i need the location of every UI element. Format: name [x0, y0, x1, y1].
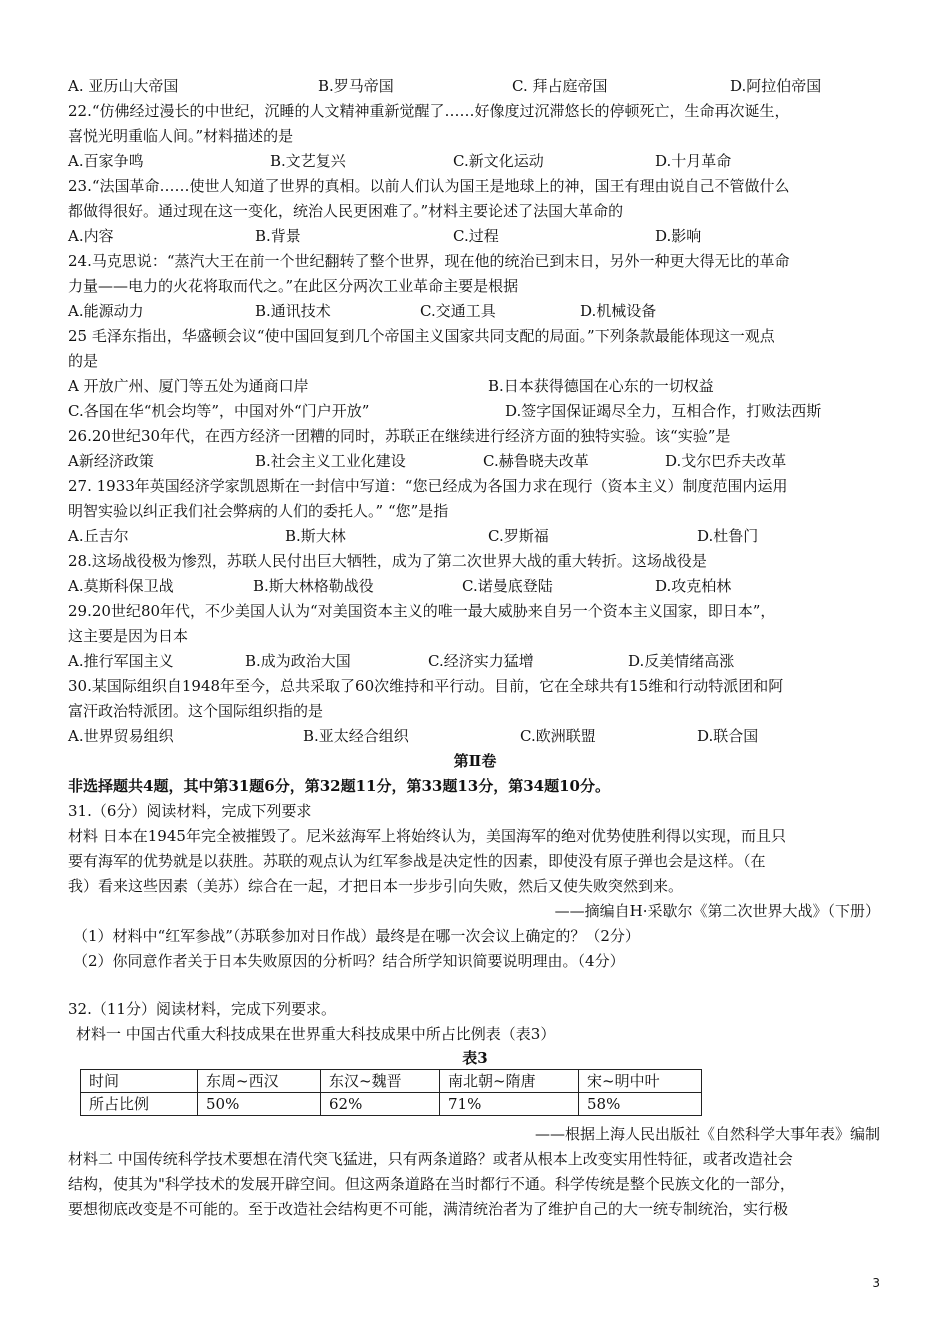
- q30-option-b: B.亚太经合组织: [303, 727, 409, 745]
- table-cell: 58%: [579, 1093, 702, 1116]
- q29-option-d: D.反美情绪高涨: [628, 652, 735, 670]
- q31-heading: 31.（6分）阅读材料，完成下列要求: [68, 802, 312, 820]
- part2-title: 第Ⅱ卷: [453, 752, 497, 770]
- q25-option-d: D.签字国保证竭尽全力，互相合作，打败法西斯: [505, 402, 822, 420]
- q24-option-b: B.通讯技术: [255, 302, 331, 320]
- table-cell: 62%: [321, 1093, 440, 1116]
- table-cell: 南北朝~隋唐: [440, 1070, 579, 1093]
- table-cell: 时间: [81, 1070, 198, 1093]
- q22-option-d: D.十月革命: [655, 152, 732, 170]
- q26-option-d: D.戈尔巴乔夫改革: [665, 452, 787, 470]
- table-row: [81, 1093, 702, 1116]
- q28-option-c: C.诺曼底登陆: [462, 577, 553, 595]
- table-cell: 所占比例: [81, 1093, 198, 1116]
- q27-stem-line2: 明智实验以纠正我们社会弊病的人们的委托人。” “您”是指: [68, 502, 449, 520]
- table-3-source: ——根据上海人民出版社《自然科学大事年表》编制: [534, 1125, 880, 1143]
- q32-material-2-line1: 材料二 中国传统科学技术要想在清代突飞猛进，只有两条道路？或者从根本上改变实用性特征，或者改造社会: [68, 1150, 793, 1168]
- q25-stem-line2: 的是: [68, 352, 99, 370]
- q27-option-a: A.丘吉尔: [68, 527, 129, 545]
- q27-option-d: D.杜鲁门: [697, 527, 759, 545]
- q24-option-d: D.机械设备: [580, 302, 657, 320]
- q31-material-line1: 材料 日本在1945年完全被摧毁了。尼米兹海军上将始终认为，美国海军的绝对优势使胜利得以实现，而且只: [68, 827, 786, 845]
- table-cell: 71%: [440, 1093, 579, 1116]
- q26-option-b: B.社会主义工业化建设: [255, 452, 406, 470]
- q29-stem-line1: 29.20世纪80年代，不少美国人认为“对美国资本主义的唯一最大威胁来自另一个资本主义国家，即日本”，: [68, 602, 776, 620]
- q22-option-c: C.新文化运动: [453, 152, 544, 170]
- q24-stem-line1: 24.马克思说：“蒸汽大王在前一个世纪翻转了整个世界，现在他的统治已到末日，另外一种更大得无比的革命: [68, 252, 790, 270]
- q28-option-a: A.莫斯科保卫战: [68, 577, 174, 595]
- table-3-title: 表3: [462, 1049, 488, 1067]
- q25-option-c: C.各国在华“机会均等”，中国对外“门户开放”: [68, 402, 370, 420]
- q31-sub-question-1: （1）材料中“红军参战”（苏联参加对日作战）最终是在哪一次会议上确定的？（2分）: [73, 927, 640, 945]
- q21-option-a: A. 亚历山大帝国: [68, 77, 179, 95]
- q21-option-d: D.阿拉伯帝国: [730, 77, 822, 95]
- q23-option-d: D.影响: [655, 227, 702, 245]
- q32-material-1: 材料一 中国古代重大科技成果在世界重大科技成果中所占比例表（表3）: [76, 1025, 556, 1043]
- table-cell: 50%: [198, 1093, 321, 1116]
- q29-option-b: B.成为政治大国: [245, 652, 351, 670]
- q31-sub-question-2: （2）你同意作者关于日本失败原因的分析吗？结合所学知识简要说明理由。（4分）: [73, 952, 625, 970]
- q28-option-b: B.斯大林格勒战役: [253, 577, 374, 595]
- table-cell: 东周~西汉: [198, 1070, 321, 1093]
- q28-option-d: D.攻克柏林: [655, 577, 732, 595]
- q23-option-b: B.背景: [255, 227, 301, 245]
- q26-stem-line1: 26.20世纪30年代，在西方经济一团糟的同时，苏联正在继续进行经济方面的独特实验。该“实验”是: [68, 427, 731, 445]
- q31-source: ——摘编自H·采歇尔《第二次世界大战》（下册）: [554, 902, 880, 920]
- q32-material-2-line3: 要想彻底改变是不可能的。至于改造社会结构更不可能，满清统治者为了维护自己的大一统专制统治，实行极: [68, 1200, 789, 1218]
- q25-stem-line1: 25 毛泽东指出，华盛顿会议“使中国回复到几个帝国主义国家共同支配的局面。”下列条款最能体现这一观点: [68, 327, 775, 345]
- q30-stem-line2: 富汗政治特派团。这个国际组织指的是: [68, 702, 324, 720]
- q25-option-a: A 开放广州、厦门等五处为通商口岸: [68, 377, 309, 395]
- q27-option-b: B.斯大林: [285, 527, 346, 545]
- q23-option-a: A.内容: [68, 227, 114, 245]
- q32-material-2-line2: 结构，使其为"科学技术的发展开辟空间。但这两条道路在当时都行不通。科学传统是整个民族文化的一部分，: [68, 1175, 795, 1193]
- q26-option-c: C.赫鲁晓夫改革: [483, 452, 589, 470]
- q28-stem-line1: 28.这场战役极为惨烈，苏联人民付出巨大牺牲，成为了第二次世界大战的重大转折。这场战役是: [68, 552, 707, 570]
- q31-material-line3: 我）看来这些因素（美苏）综合在一起，才把日本一步步引向失败，然后又使失败突然到来。: [68, 877, 684, 895]
- q31-material-line2: 要有海军的优势就是以获胜。苏联的观点认为红军参战是决定性的因素，即使没有原子弹也会是这样。（在: [68, 852, 766, 870]
- q21-option-c: C. 拜占庭帝国: [512, 77, 608, 95]
- q30-stem-line1: 30.某国际组织自1948年至今，总共采取了60次维持和平行动。目前，它在全球共有15维和行动特派团和阿: [68, 677, 784, 695]
- q23-option-c: C.过程: [453, 227, 499, 245]
- page-number: 3: [872, 1276, 880, 1290]
- q29-option-c: C.经济实力猛增: [428, 652, 534, 670]
- q22-option-a: A.百家争鸣: [68, 152, 144, 170]
- table-cell: 宋~明中叶: [579, 1070, 702, 1093]
- q24-option-a: A.能源动力: [68, 302, 144, 320]
- q27-stem-line1: 27. 1933年英国经济学家凯恩斯在一封信中写道：“您已经成为各国力求在现行（资本主义）制度范围内运用: [68, 477, 788, 495]
- q30-option-c: C.欧洲联盟: [520, 727, 596, 745]
- q32-heading: 32.（11分）阅读材料，完成下列要求。: [68, 1000, 336, 1018]
- q25-option-b: B.日本获得德国在心东的一切权益: [488, 377, 714, 395]
- table-row: [81, 1070, 702, 1093]
- q24-stem-line2: 力量——电力的火花将取而代之。”在此区分两次工业革命主要是根据: [68, 277, 519, 295]
- q21-option-b: B.罗马帝国: [318, 77, 394, 95]
- q26-option-a: A新经济政策: [68, 452, 154, 470]
- table-cell: 东汉~魏晋: [321, 1070, 440, 1093]
- q22-option-b: B.文艺复兴: [270, 152, 346, 170]
- q24-option-c: C.交通工具: [420, 302, 496, 320]
- table-3: [80, 1069, 702, 1116]
- q22-stem-line1: 22.“仿佛经过漫长的中世纪，沉睡的人文精神重新觉醒了……好像度过沉滞悠长的停顿死亡，生命再次诞生，: [68, 102, 790, 120]
- q27-option-c: C.罗斯福: [488, 527, 549, 545]
- part2-note: 非选择题共4题，其中第31题6分，第32题11分，第33题13分，第34题10分。: [68, 777, 610, 795]
- q23-stem-line2: 都做得很好。通过现在这一变化，统治人民更困难了。”材料主要论述了法国大革命的: [68, 202, 624, 220]
- q22-stem-line2: 喜悦光明重临人间。”材料描述的是: [68, 127, 294, 145]
- q29-option-a: A.推行军国主义: [68, 652, 174, 670]
- q29-stem-line2: 这主要是因为日本: [68, 627, 189, 645]
- q30-option-a: A.世界贸易组织: [68, 727, 174, 745]
- q30-option-d: D.联合国: [697, 727, 759, 745]
- q23-stem-line1: 23.“法国革命……使世人知道了世界的真相。以前人们认为国王是地球上的神，国王有理由说自己不管做什么: [68, 177, 790, 195]
